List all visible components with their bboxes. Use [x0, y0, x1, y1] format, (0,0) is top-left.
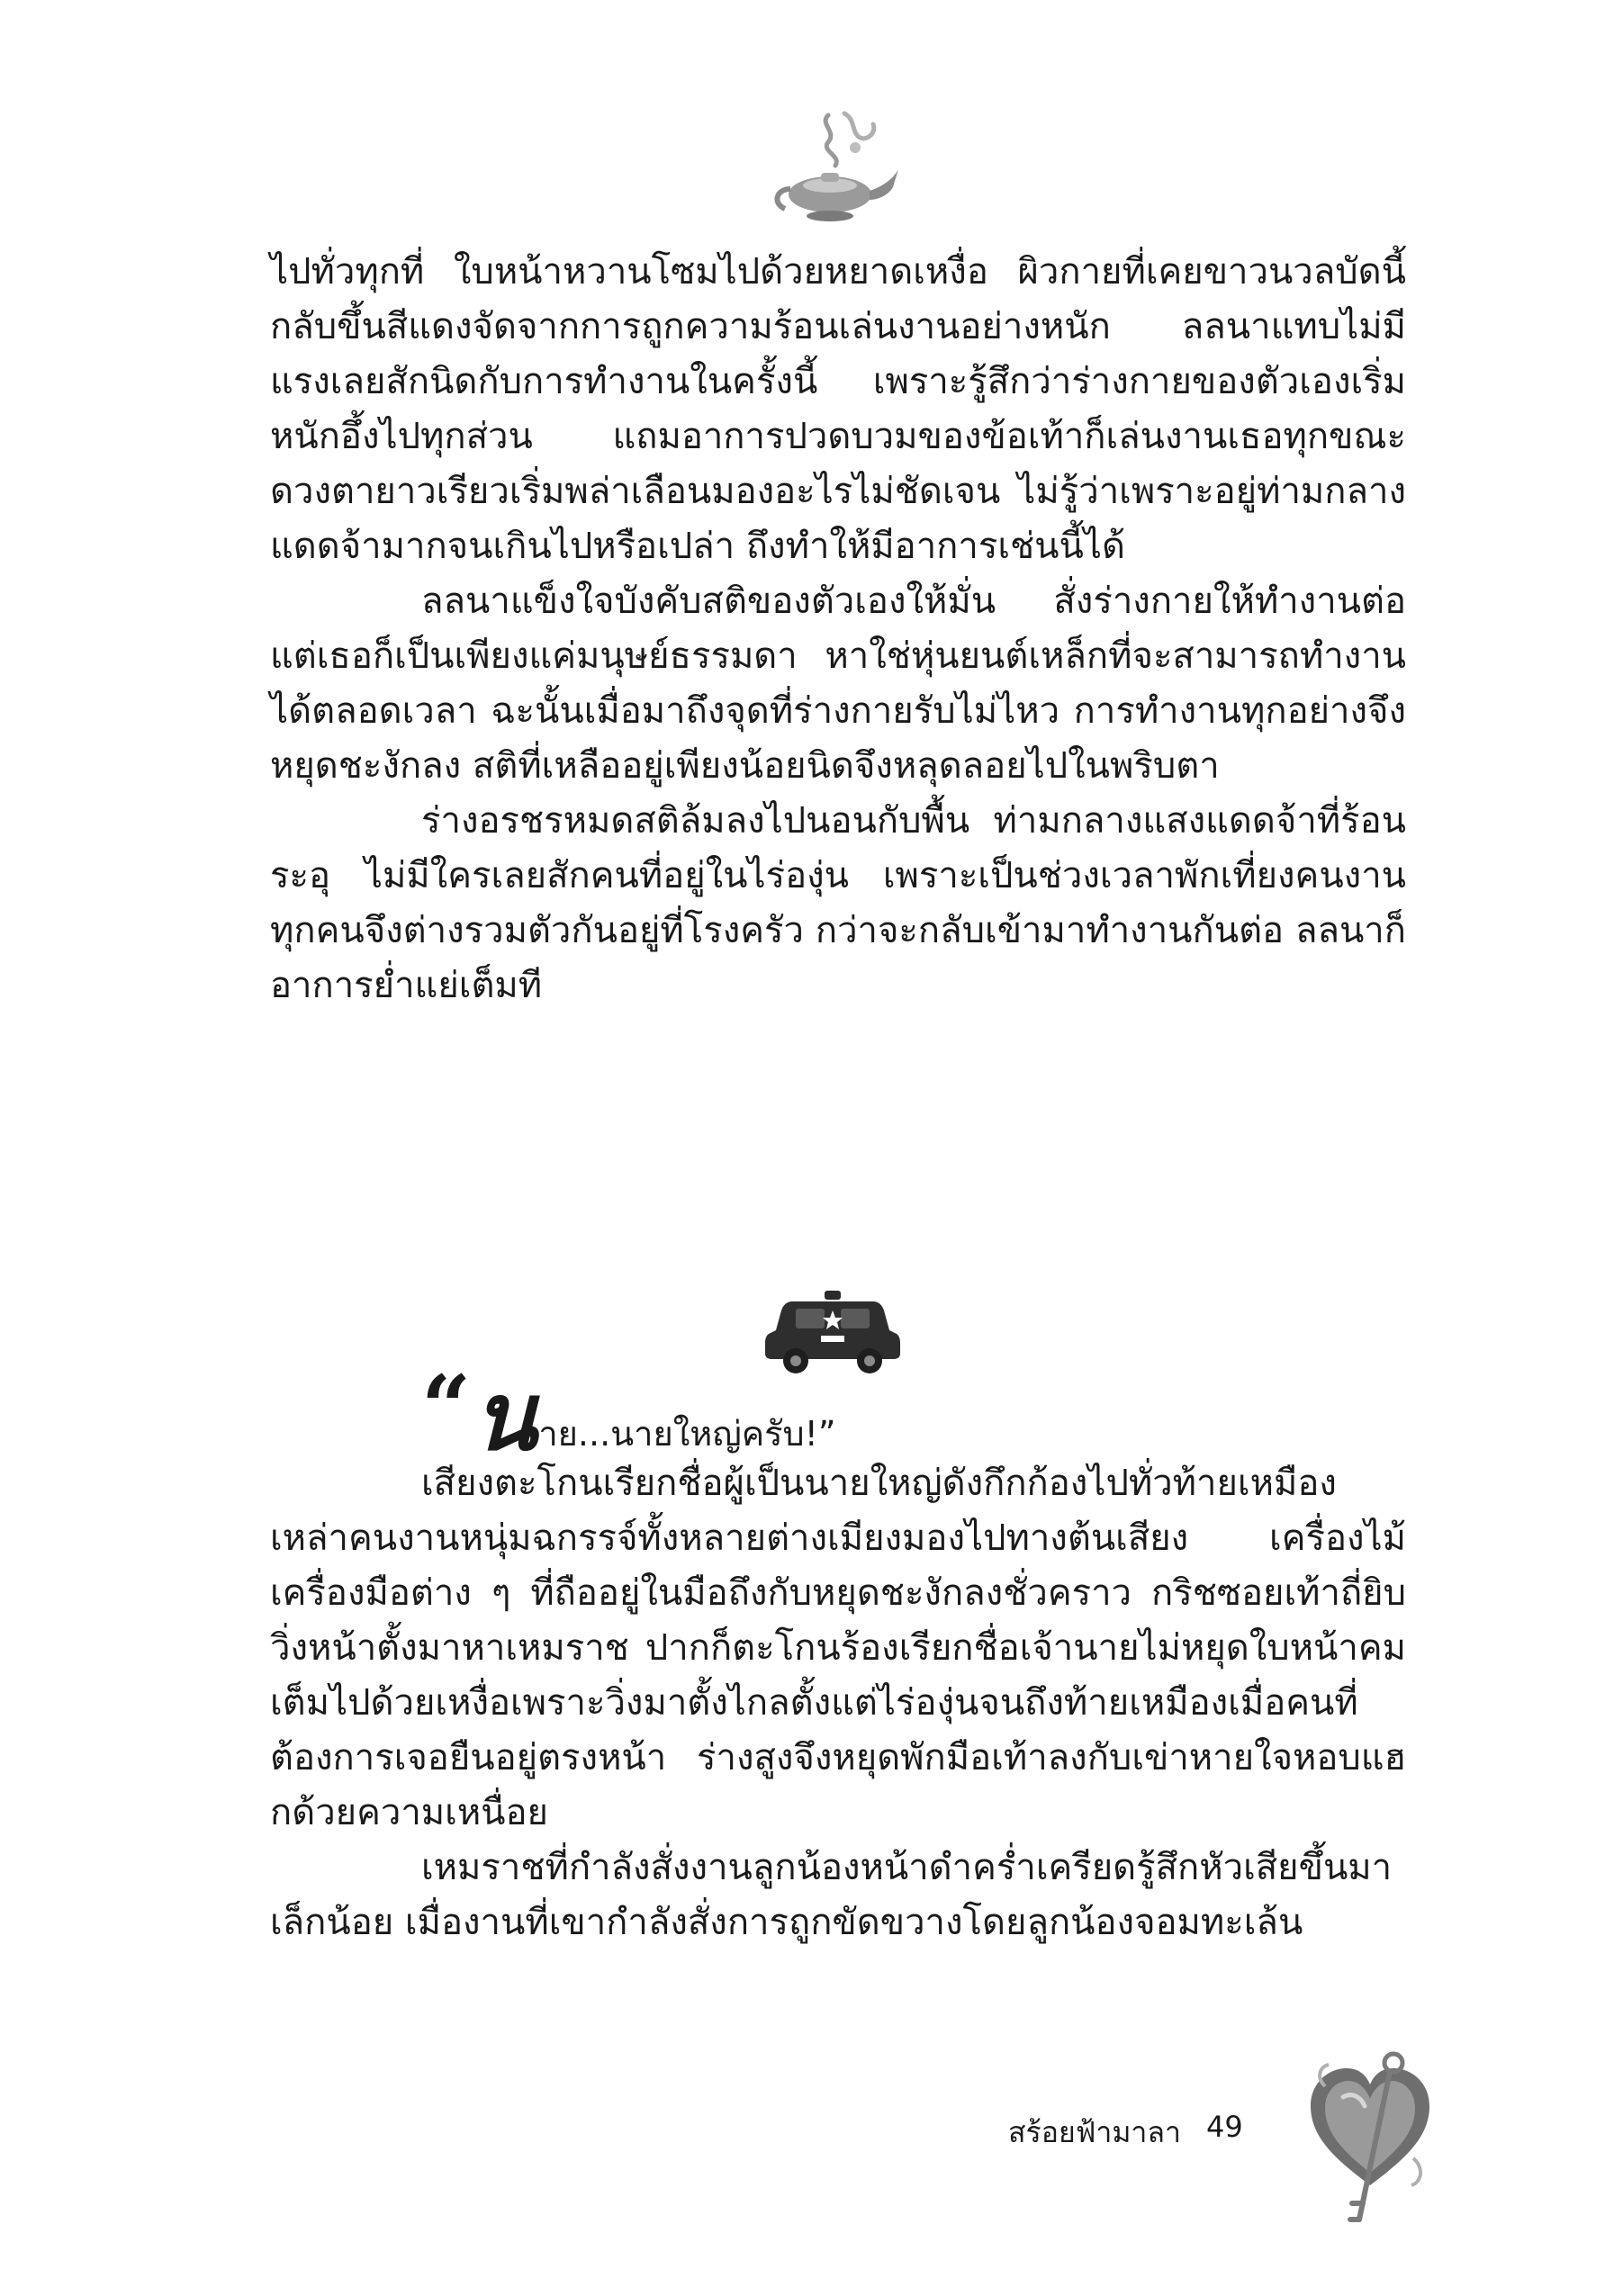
body-text-upper: [270, 245, 1406, 1013]
heart-key-icon: [1307, 2050, 1433, 2239]
dropcap-quote: “: [421, 1356, 472, 1458]
section-opening: [421, 1356, 836, 1472]
paragraph: ร่างอรชรหมดสติล้มลงไปนอนกับพื้น ท่ามกลางแสงแดดจ้าที่ร้อนระอุ ไม่มีใครเลยสักคนที่อยู่ในไร่องุ่น เพราะเป็นช่วงเวลาพักเที่ยงคนงานทุกคนจึงต่างรวมตัวกันอยู่ที่โรงครัว กว่าจะกลับเข้ามาทำงานกันต่อ ลลนาก็อาการย่ำแย่เต็มที: [270, 800, 1406, 1006]
paragraph: เหมราชที่กำลังสั่งงานลูกน้องหน้าดำคร่ำเครียดรู้สึกหัวเสียขึ้นมาเล็กน้อย เมื่องานที่เขากำลังสั่งการถูกขัดขวางโดยลูกน้องจอมทะเล้น: [270, 1847, 1393, 1943]
dropcap-letter: น: [473, 1361, 537, 1472]
paragraph: ลลนาแข็งใจบังคับสติของตัวเองให้มั่น สั่งร่างกายให้ทำงานต่อ แต่เธอก็เป็นเพียงแค่มนุษย์ธรรมดา หาใช่หุ่นยนต์เหล็กที่จะสามารถทำงานได้ตลอดเวลา ฉะนั้นเมื่อมาถึงจุดที่ร่างกายรับไม่ไหว การทำงานทุกอย่างจึงหยุดชะงักลง สติที่เหลืออยู่เพียงน้อยนิดจึงหลุดลอยไปในพริบตา: [270, 581, 1406, 787]
paragraph: เสียงตะโกนเรียกชื่อผู้เป็นนายใหญ่ดังกึกก้องไปทั่วท้ายเหมืองเหล่าคนงานหนุ่มฉกรรจ์ทั้งหลายต่างเมียงมองไปทางต้นเสียง เครื่องไม้เครื่องมือต่าง ๆ ที่ถืออยู่ในมือถึงกับหยุดชะงักลงชั่วคราว กริชซอยเท้าถี่ยิบวิ่งหน้าตั้งมาหาเหมราช ปากก็ตะโกนร้องเรียกชื่อเจ้านายไม่หยุดใบหน้าคมเต็มไปด้วยเหงื่อเพราะวิ่งมาตั้งไกลตั้งแต่ไร่องุ่นจนถึงท้ายเหมืองเมื่อคนที่ต้องการเจอยืนอยู่ตรงหน้า ร่างสูงจึงหยุดพักมือเท้าลงกับเข่าหายใจหอบแฮกด้วยความเหนื่อย: [270, 1463, 1406, 1833]
section-opening-text: าย...นายใหญ่ครับ!”: [538, 1414, 836, 1454]
body-text-lower: [270, 1456, 1406, 1950]
footer-book-title: สร้อยฟ้ามาลา: [1008, 2115, 1181, 2149]
police-car-icon: [765, 1289, 900, 1375]
page-number: 49: [1206, 2110, 1243, 2144]
teapot-lamp-icon: [765, 106, 900, 232]
paragraph: ไปทั่วทุกที่ ใบหน้าหวานโซมไปด้วยหยาดเหงื่อ ผิวกายที่เคยขาวนวลบัดนี้กลับขึ้นสีแดงจัดจากการถูกความร้อนเล่นงานอย่างหนัก ลลนาแทบไม่มีแรงเลยสักนิดกับการทำงานในครั้งนี้ เพราะรู้สึกว่าร่างกายของตัวเองเริ่มหนักอึ้งไปทุกส่วน แถมอาการปวดบวมของข้อเท้าก็เล่นงานเธอทุกขณะ ดวงตายาวเรียวเริ่มพล่าเลือนมองอะไรไม่ชัดเจน ไม่รู้ว่าเพราะอยู่ท่ามกลางแดดจ้ามากจนเกินไปหรือเปล่า ถึงทำให้มีอาการเช่นนี้ได้: [270, 251, 1406, 567]
